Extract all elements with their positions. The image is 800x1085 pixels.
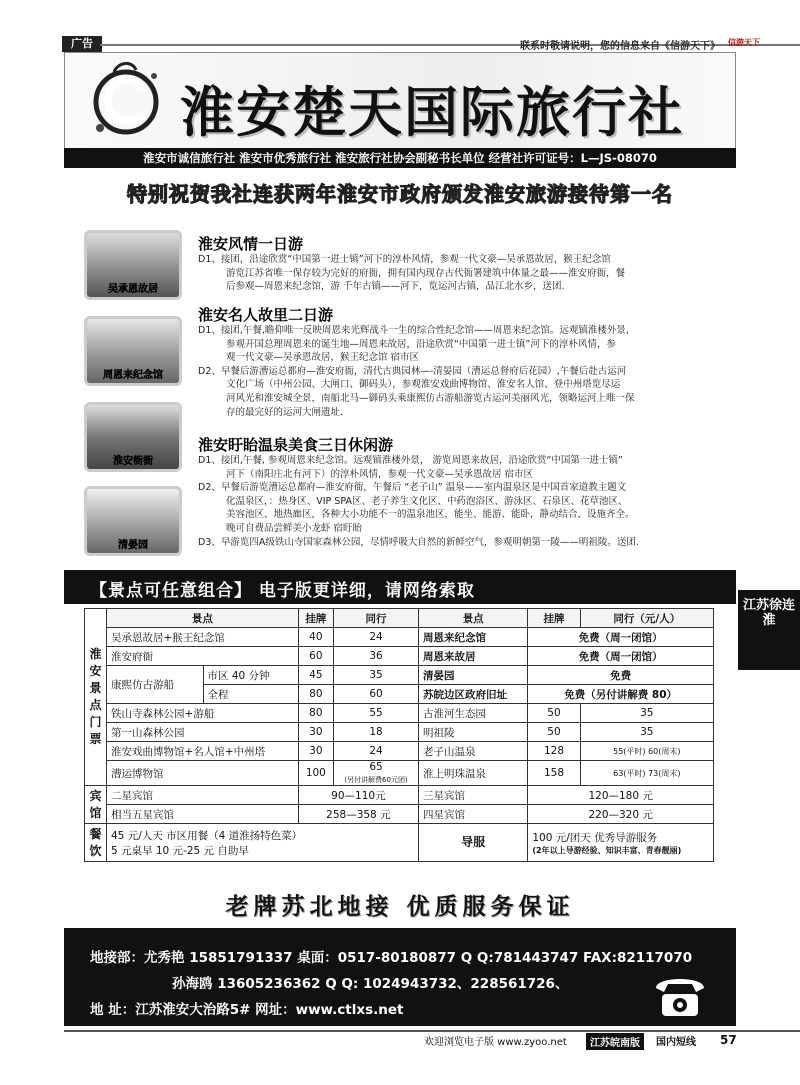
cell-spot2: 清晏园 xyxy=(419,666,528,685)
footer-browse: 欢迎浏览电子版 www.zyoo.net xyxy=(424,1037,567,1048)
cell-spot: 铁山寺森林公园+游船 xyxy=(107,704,299,723)
credentials-bar: 淮安市诚信旅行社 淮安市优秀旅行社 淮安旅行社协会副秘书长单位 经营社许可证号：L—JS-08070 xyxy=(64,148,736,168)
itinerary-line: 河下（南阳庄北有河下）的淳朴风情，参观一代文豪—吴承恩故居 宿市区 xyxy=(226,468,534,480)
photo-zhouenlai-memorial xyxy=(84,316,182,386)
cell-peer: 60 xyxy=(333,685,418,704)
cell-listed: 30 xyxy=(298,723,333,742)
cell-hotel-price: 90—110元 xyxy=(298,786,418,805)
guide-line: 100 元/团天 优秀导游服务 xyxy=(532,831,658,844)
itinerary-line: 河风光和淮安城全景，南船北马—御码头乘康熙仿古游船游览古运河美丽风光，领略运河上唯一保 xyxy=(226,392,635,404)
cell-listed: 80 xyxy=(298,704,333,723)
cell-listed: 30 xyxy=(298,742,333,761)
cell-spot: 吴承恩故居+猴王纪念馆 xyxy=(107,628,299,647)
cell-spot2: 周恩来纪念馆 xyxy=(419,628,528,647)
cell-spot2: 明祖陵 xyxy=(419,723,528,742)
meal-line: 5 元桌早 10 元-25 元 自助早 xyxy=(111,844,249,857)
tour-title: 淮安名人故里二日游 xyxy=(198,306,334,324)
itinerary-line: 游览江苏省唯一保存较为完好的府衙，拥有国内现存古代衙署建筑中体量之最——淮安府衙，餐 xyxy=(226,267,626,279)
photo-caption: 周恩来纪念馆 xyxy=(103,370,163,381)
itinerary-line: D1、接团，沿途欣赏“中国第一进士镇”河下的淳朴风情，参观一代文豪—吴承恩故居，猴王纪念馆 xyxy=(198,254,611,265)
cell-peer xyxy=(333,761,418,786)
cell-price2: 免费（周一闭馆） xyxy=(528,628,714,647)
contact-line: 地 址：江苏淮安大治路5# 网址：www.ctlxs.net xyxy=(90,1002,404,1018)
cell-peer: 24 xyxy=(333,628,418,647)
itinerary-line: 参观开国总理周恩来的诞生地—周恩来故居，沿途欣赏“中国第一进士镇”河下的淳朴风情，参 xyxy=(226,338,616,350)
cell-spot2: 淮上明珠温泉 xyxy=(419,761,528,786)
itinerary-line: 后参观—周恩来纪念馆，游 千年古镇——河下，览运河古镇，品江北水乡，送团. xyxy=(226,281,565,293)
table-row xyxy=(85,704,714,723)
col-header-peer: 同行 xyxy=(333,609,418,628)
meal-line: 45 元/人天 市区用餐（4 道淮扬特色菜） xyxy=(111,829,303,842)
tour-itinerary xyxy=(198,253,726,294)
contact-line: 地接部：尤秀艳 15851791337 桌面：0517-80180877 Q Q:781443747 FAX:82117070 xyxy=(90,950,693,966)
group-label-guide: 导服 xyxy=(419,824,528,862)
cell-listed2: 128 xyxy=(528,742,580,761)
tour-title: 淮安风情一日游 xyxy=(198,235,304,253)
cell-peer2: 35 xyxy=(580,723,713,742)
itinerary-line: 化温泉区，：热身区、VIP SPA区、老子养生文化区、中药泡浴区、游泳区、石泉区、花草池区、 xyxy=(226,495,628,507)
table-row xyxy=(85,761,714,786)
cell-meal xyxy=(107,824,419,862)
cell-peer2: 35 xyxy=(580,704,713,723)
table-row xyxy=(85,647,714,666)
cell-spot: 康熙仿古游船 xyxy=(107,666,204,704)
cell-listed: 40 xyxy=(298,628,333,647)
cell-spot2: 苏皖边区政府旧址 xyxy=(419,685,528,704)
itinerary-line: D3、早游览四A级铁山寺国家森林公园，尽情呼吸大自然的新鲜空气，参观明朝第一陵——明祖陵。送团. xyxy=(198,536,639,548)
itinerary-line: 美容池区、地热廊区，各种大小功能不一的温泉池区，能坐、能游、能卧，静动结合，设施齐全。 xyxy=(226,509,635,521)
col-header-spot: 景点 xyxy=(107,609,299,628)
cell-listed2: 50 xyxy=(528,723,580,742)
cell-sub-option: 市区 40 分钟 xyxy=(203,666,298,685)
table-row xyxy=(85,628,714,647)
itinerary-line: 晚可自费品尝鲜美小龙虾 宿盱眙 xyxy=(226,522,363,534)
cell-spot: 淮安府衙 xyxy=(107,647,299,666)
cell-hotel2: 三星宾馆 xyxy=(419,786,528,805)
table-row xyxy=(85,824,714,862)
group-label-meal: 餐饮 xyxy=(85,824,107,862)
cell-spot: 淮安戏曲博物馆+名人馆+中州塔 xyxy=(107,742,299,761)
cell-peer-note: (另付讲解费60元团) xyxy=(344,776,408,784)
contact-line: 孙海鸥 13605236362 Q Q: 1024943732、228561726、 xyxy=(172,976,569,992)
cell-peer: 55 xyxy=(333,704,418,723)
cell-hotel: 二星宾馆 xyxy=(107,786,299,805)
cell-hotel2-price: 120—180 元 xyxy=(528,786,714,805)
col-header-listed: 挂牌 xyxy=(298,609,333,628)
cell-peer: 24 xyxy=(333,742,418,761)
cell-peer-value: 65 xyxy=(369,761,383,773)
guide-line: (2年以上导游经验、知识丰富、青春靓丽) xyxy=(532,845,682,855)
cell-peer: 35 xyxy=(333,666,418,685)
table-row xyxy=(85,742,714,761)
group-label-hotel: 宾馆 xyxy=(85,786,107,824)
footer-edition: 江苏皖南版 xyxy=(586,1033,644,1050)
itinerary-line: D2、早餐后游漕运总都府—淮安府衙，清代古典园林—-清晏园（漕运总督府后花园）,午餐后赴古运河 xyxy=(198,365,627,377)
group-label-spots: 淮安景点门票 xyxy=(85,609,107,786)
slogan: 老牌苏北地接 优质服务保证 xyxy=(225,894,575,920)
itinerary-line: D1、接团,午餐,瞻仰唯一反映周恩来光辉战斗一生的综合性纪念馆——周恩来纪念馆。远观镇淮楼外景, xyxy=(198,325,629,336)
price-table xyxy=(84,608,714,862)
itinerary-line: 存的最完好的运河大闸遗址. xyxy=(226,406,344,418)
table-row xyxy=(85,666,714,685)
contact-note: 联系时敬请说明，您的信息来自《信游天下》 xyxy=(520,41,720,52)
table-row xyxy=(85,786,714,805)
cell-sub-option: 全程 xyxy=(203,685,298,704)
photo-caption: 淮安衙衙 xyxy=(113,456,153,467)
telephone-icon xyxy=(650,970,710,1020)
footer-section: 国内短线 xyxy=(656,1037,696,1048)
cell-peer2: 63(平时) 73(周末) xyxy=(580,761,713,786)
photo-caption: 吴承恩故居 xyxy=(108,284,158,295)
cell-price2: 免费（另付讲解费 80） xyxy=(528,685,714,704)
cell-hotel2: 四星宾馆 xyxy=(419,805,528,824)
cell-listed: 45 xyxy=(298,666,333,685)
ad-tag: 广告 xyxy=(62,36,102,52)
cell-listed: 100 xyxy=(298,761,333,786)
cell-hotel-price: 258—358 元 xyxy=(298,805,418,824)
region-side-tab: 江苏徐连淮 xyxy=(738,590,800,670)
table-header-row xyxy=(85,609,714,628)
col-header-spot2: 景点 xyxy=(419,609,528,628)
cell-hotel2-price: 220—320 元 xyxy=(528,805,714,824)
cell-guide xyxy=(528,824,714,862)
cell-listed: 80 xyxy=(298,685,333,704)
photo-wuchengen-residence xyxy=(84,230,182,300)
cell-price2: 免费（周一闭馆） xyxy=(528,647,714,666)
itinerary-line: 文化广场（中州公园、大闸口、御码头），参观淮安戏曲博物馆、淮安名人馆、登中州塔览尽运 xyxy=(226,379,621,391)
table-row xyxy=(85,723,714,742)
cell-spot2: 周恩来故居 xyxy=(419,647,528,666)
cell-peer: 36 xyxy=(333,647,418,666)
photo-qingyan-garden xyxy=(84,486,182,556)
cell-spot2: 老子山温泉 xyxy=(419,742,528,761)
page-number: 57 xyxy=(720,1033,737,1047)
tour-itinerary xyxy=(198,324,726,419)
cell-spot: 第一山森林公园 xyxy=(107,723,299,742)
cell-peer: 18 xyxy=(333,723,418,742)
agency-title: 淮安楚天国际旅行社 xyxy=(180,81,684,144)
col-header-listed2: 挂牌 xyxy=(528,609,580,628)
itinerary-line: D2、早餐后游览漕运总都府—淮安府衙，午餐后 “老子山” 温泉——室内温泉区是中国首家道教主题文 xyxy=(198,482,627,494)
cell-spot: 漕运博物馆 xyxy=(107,761,299,786)
agency-logo-icon xyxy=(84,58,168,142)
col-header-peer2: 同行（元/人） xyxy=(580,609,713,628)
photo-huaian-yamen xyxy=(84,402,182,472)
photo-caption: 清晏园 xyxy=(118,540,148,551)
tour-itinerary xyxy=(198,454,726,549)
table-row xyxy=(85,805,714,824)
congrats-banner: 特别祝贺我社连获两年淮安市政府颁发淮安旅游接待第一名 xyxy=(127,182,673,206)
cell-spot2: 古淮河生态园 xyxy=(419,704,528,723)
cell-listed: 60 xyxy=(298,647,333,666)
footer-rule xyxy=(64,1030,800,1032)
cell-price2: 免费 xyxy=(528,666,714,685)
brand-badge: 信游天下 xyxy=(728,38,760,47)
cell-peer2: 55(平时) 60(周末) xyxy=(580,742,713,761)
tour-title: 淮安盱眙温泉美食三日休闲游 xyxy=(198,436,394,454)
itinerary-line: 观一代文豪—吴承恩故居，猴王纪念馆 宿市区 xyxy=(226,352,420,364)
cell-listed2: 158 xyxy=(528,761,580,786)
cell-hotel: 相当五星宾馆 xyxy=(107,805,299,824)
itinerary-line: D1、接团,午餐, 参观周恩来纪念馆。远观镇淮楼外景， 游览周恩来故居，沿途欣赏“中国第一进士镇” xyxy=(198,455,623,466)
cell-listed2: 50 xyxy=(528,704,580,723)
combo-bar-text: 【景点可任意组合】 电子版更详细，请网络索取 xyxy=(90,581,475,601)
